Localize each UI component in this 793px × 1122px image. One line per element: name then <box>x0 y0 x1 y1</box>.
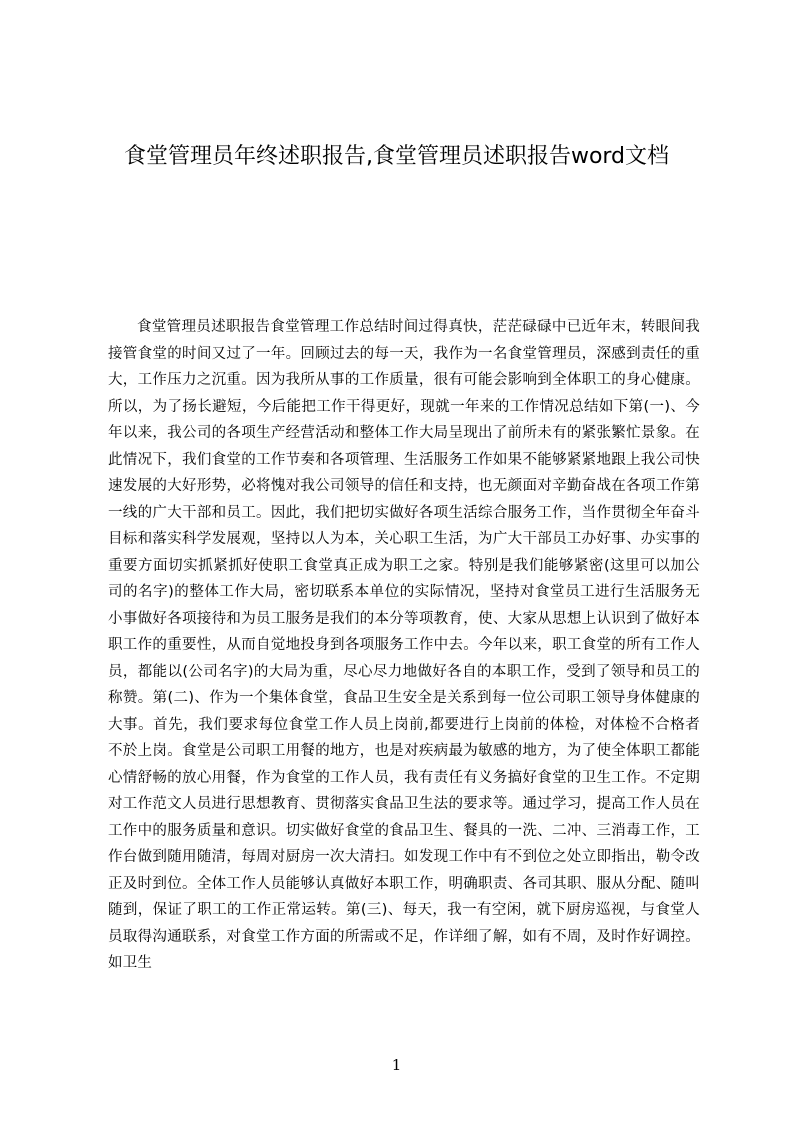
body-paragraph: 食堂管理员述职报告食堂管理工作总结时间过得真快，茫茫碌碌中已近年末，转眼间我接管食堂的时间又过了一年。回顾过去的每一天，我作为一名食堂管理员，深感到责任的重大，工作压力之沉重。因为我所从事的工作质量，很有可能会影响到全体职工的身心健康。所以，为了扬长避短，今后能把工作干得更好，现就一年来的工作情况总结如下第(一)、今年以来，我公司的各项生产经营活动和整体工作大局呈现出了前所未有的紧张繁忙景象。在此情况下，我们食堂的工作节奏和各项管理、生活服务工作如果不能够紧紧地跟上我公司快速发展的大好形势，必将愧对我公司领导的信任和支持，也无颜面对辛勤奋战在各项工作第一线的广大干部和员工。因此，我们把切实做好各项生活综合服务工作，当作贯彻全年奋斗目标和落实科学发展观，坚持以人为本，关心职工生活，为广大干部员工办好事、办实事的重要方面切实抓紧抓好使职工食堂真正成为职工之家。特别是我们能够紧密(这里可以加公司的名字)的整体工作大局，密切联系本单位的实际情况，坚持对食堂员工进行生活服务无小事做好各项接待和为员工服务是我们的本分等项教育，使、大家从思想上认识到了做好本职工作的重要性，从而自觉地投身到各项服务工作中去。今年以来，职工食堂的所有工作人员，都能以(公司名字)的大局为重，尽心尽力地做好各自的本职工作，受到了领导和员工的称赞。第(二)、作为一个集体食堂，食品卫生安全是关系到每一位公司职工领导身体健康的大事。首先，我们要求每位食堂工作人员上岗前,都要进行上岗前的体检，对体检不合格者不於上岗。食堂是公司职工用餐的地方，也是对疾病最为敏感的地方，为了使全体职工都能心情舒畅的放心用餐，作为食堂的工作人员，我有责任有义务搞好食堂的卫生工作。不定期对工作范文人员进行思想教育、贯彻落实食品卫生法的要求等。通过学习，提高工作人员在工作中的服务质量和意识。切实做好食堂的食品卫生、餐具的一洗、二冲、三消毒工作，工作台做到随用随清，每周对厨房一次大清扫。如发现工作中有不到位之处立即指出，勒令改正及时到位。全体工作人员能够认真做好本职工作，明确职责、各司其职、服从分配、随叫随到，保证了职工的工作正常运转。第(三)、每天，我一有空闲，就下厨房巡视，与食堂人员取得沟通联系，对食堂工作方面的所需或不足，作详细了解，如有不周，及时作好调控。如卫生 <box>108 319 700 971</box>
document-title: 食堂管理员年终述职报告,食堂管理员述职报告word文档 <box>123 144 670 169</box>
page-number: 1 <box>391 1056 402 1074</box>
